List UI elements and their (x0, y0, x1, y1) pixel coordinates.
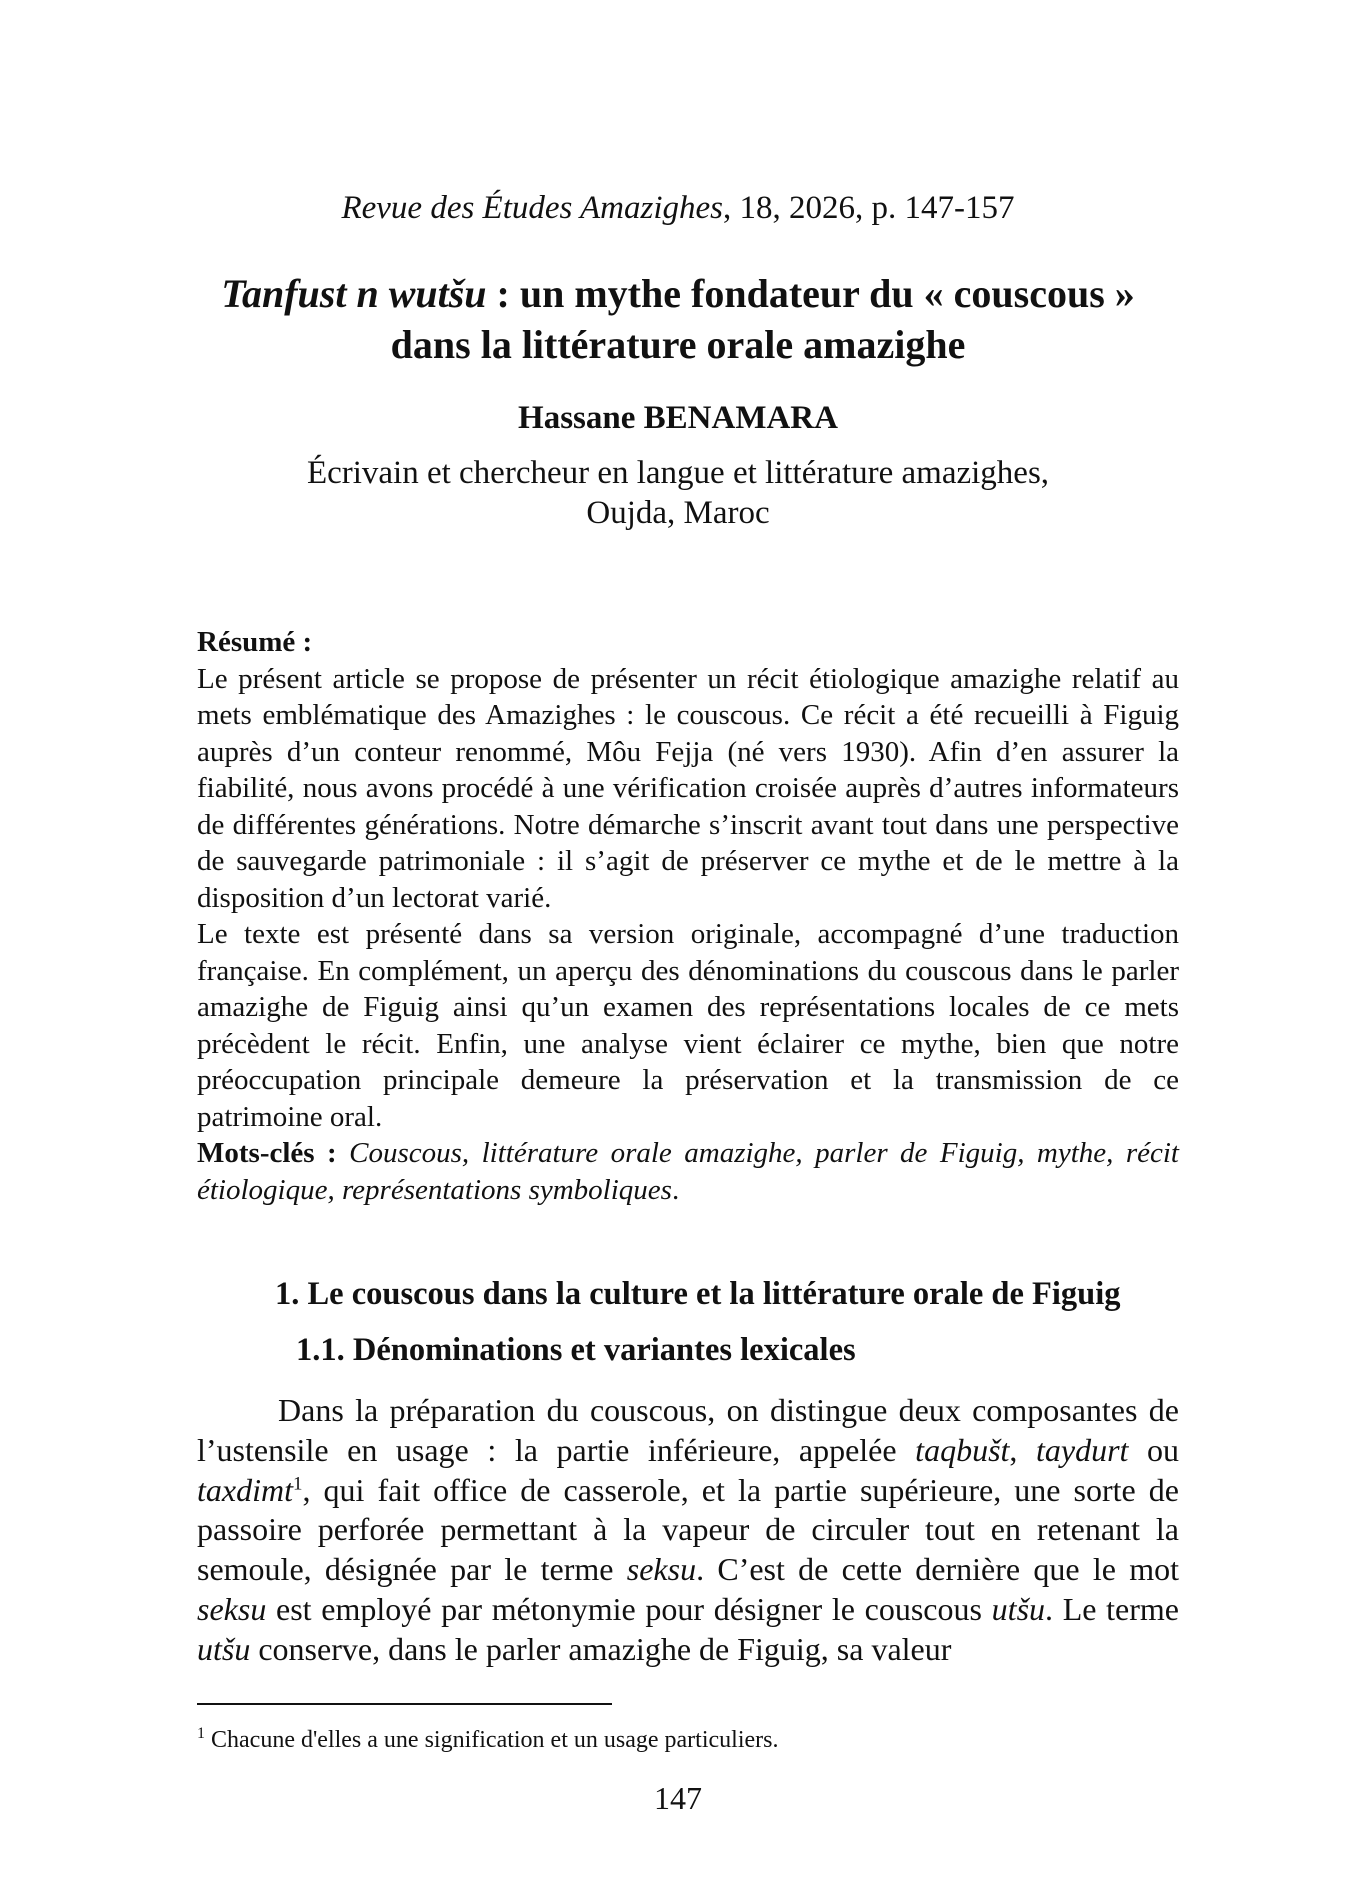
body-run: . Le terme (1045, 1590, 1180, 1627)
footnote-text: Chacune d'elles a une signification et un usage particuliers. (205, 1727, 779, 1753)
body-run: , (1009, 1431, 1036, 1468)
abstract-paragraph-2: Le texte est présenté dans sa version originale, accompagné d’une traduction française. En complément, un aperçu des dénominations du couscous dans le parler amazighe de Figuig ainsi qu’un examen des représentations locales de ce mets précèdent le récit. Enfin, une analyse vient éclairer ce mythe, bien que notre préoccupation principale demeure la préservation et la transmission de ce patrimoine oral. (197, 918, 1179, 1133)
body-run: , qui fait office de casserole, et la partie supérieure, une sorte de passoire perforée permettant à la vapeur de circuler tout en retenant la semoule, désignée par le terme (197, 1471, 1179, 1588)
title-line-1 (0, 268, 1356, 319)
page-number: 147 (654, 1780, 702, 1816)
abstract-paragraph-1: Le présent article se propose de présenter un récit étiologique amazighe relatif au mets emblématique des Amazighes : le couscous. Ce récit a été recueilli à Figuig auprès d’un conteur renommé, Môu Fejja (né vers 1930). Afin d’en assurer la fiabilité, nous avons procédé à une vérification croisée auprès d’autres informateurs de différentes générations. Notre démarche s’inscrit avant tout dans une perspective de sauvegarde patrimoniale : il s’agit de préserver ce mythe et de le mettre à la disposition d’un lectorat varié. (197, 662, 1179, 914)
author-name: Hassane BENAMARA (518, 400, 838, 436)
term-utsu: utšu (197, 1630, 251, 1667)
author-affiliation (0, 453, 1356, 533)
footnote-number: 1 (197, 1725, 205, 1742)
abstract (197, 624, 1179, 1208)
journal-volume-pages: , 18, 2026, p. 147-157 (723, 190, 1015, 226)
title-line-2: dans la littérature orale amazighe (390, 322, 966, 367)
keywords (197, 1135, 1179, 1208)
term-taqbust: taqbušt (915, 1431, 1010, 1468)
term-seksu: seksu (626, 1551, 697, 1588)
title-italic: Tanfust n wutšu (221, 271, 487, 316)
journal-title: Revue des Études Amazighes (341, 190, 724, 226)
term-taydurt: taydurt (1036, 1431, 1129, 1468)
keywords-text: Couscous, littérature orale amazighe, parler de Figuig, mythe, récit étiologique, représentations symboliques (197, 1137, 1179, 1206)
footnote-separator (197, 1703, 612, 1705)
term-utsu: utšu (991, 1590, 1046, 1627)
article-title (0, 268, 1356, 370)
abstract-heading: Résumé : (197, 626, 313, 658)
footnote-reference[interactable]: 1 (292, 1472, 303, 1494)
body-text (197, 1391, 1179, 1670)
journal-citation (0, 190, 1356, 227)
subsection-heading-1-1: 1.1. Dénominations et variantes lexicales (296, 1332, 856, 1368)
body-run: est employé par métonymie pour désigner le couscous (266, 1590, 992, 1627)
section-heading-1: 1. Le couscous dans la culture et la littérature orale de Figuig (275, 1276, 1121, 1312)
body-run: conserve, dans le parler amazighe de Figuig, sa valeur (250, 1630, 952, 1667)
keywords-end: . (671, 1173, 680, 1206)
body-run: Dans la préparation du couscous, on distingue deux composantes de l’ustensile en usage : la partie inférieure, appelée (197, 1392, 1179, 1468)
body-run: . C’est de cette dernière que le mot (696, 1551, 1180, 1588)
title-line-1-rest: : un mythe fondateur du « couscous » (486, 271, 1135, 316)
body-run: ou (1128, 1431, 1180, 1468)
term-taxdimt: taxdimt (197, 1471, 293, 1508)
keywords-label: Mots-clés : (197, 1137, 337, 1169)
term-seksu: seksu (197, 1590, 267, 1627)
affiliation-line-1: Écrivain et chercheur en langue et littérature amazighes, (306, 455, 1050, 491)
affiliation-line-2: Oujda, Maroc (586, 495, 770, 531)
footnote (197, 1727, 778, 1754)
body-paragraph (197, 1391, 1179, 1670)
